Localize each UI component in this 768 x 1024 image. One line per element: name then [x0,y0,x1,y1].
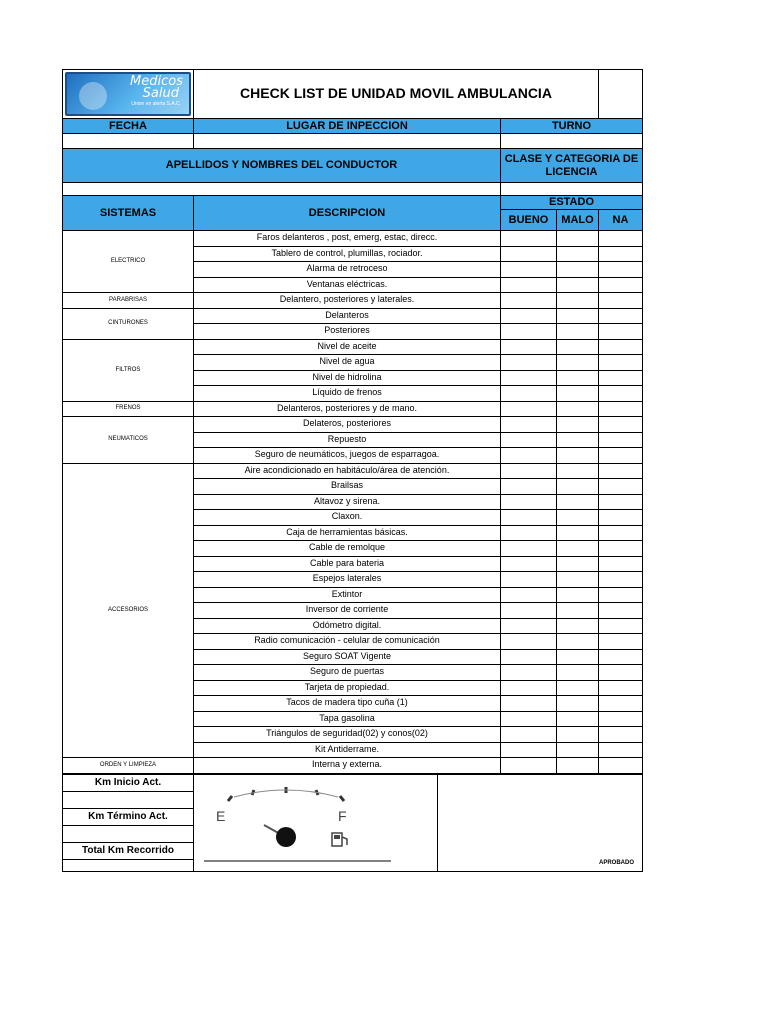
bueno-cell[interactable] [501,665,557,681]
item-description: Delateros, posteriores [194,417,501,433]
bueno-cell[interactable] [501,727,557,743]
system-label: NEUMATICOS [63,417,194,464]
na-cell[interactable] [599,262,643,278]
item-description: Interna y externa. [194,758,501,774]
bueno-cell[interactable] [501,711,557,727]
item-description: Radio comunicación - celular de comunicación [194,634,501,650]
bueno-header: BUENO [501,210,557,231]
malo-cell[interactable] [557,324,599,340]
malo-cell[interactable] [557,463,599,479]
na-cell[interactable] [599,541,643,557]
bueno-cell[interactable] [501,370,557,386]
malo-cell[interactable] [557,432,599,448]
na-cell[interactable] [599,417,643,433]
na-cell[interactable] [599,525,643,541]
item-description: Extintor [194,587,501,603]
item-description: Nivel de agua [194,355,501,371]
bueno-cell[interactable] [501,541,557,557]
bueno-cell[interactable] [501,742,557,758]
system-label: FRENOS [63,401,194,417]
descripcion-header: DESCRIPCION [194,196,501,231]
aprobado-label: APROBADO [438,774,643,871]
company-logo [65,72,191,116]
bueno-cell[interactable] [501,355,557,371]
item-description: Cable para bateria [194,556,501,572]
logo-text-3: Union en alerta S.A.C. [131,101,181,107]
malo-cell[interactable] [557,572,599,588]
km-total-label: Total Km Recorrido [63,842,194,859]
bueno-cell[interactable] [501,572,557,588]
gauge-empty-label: E [216,807,226,824]
item-description: Seguro de puertas [194,665,501,681]
item-description: Espejos laterales [194,572,501,588]
bueno-cell[interactable] [501,494,557,510]
na-cell[interactable] [599,727,643,743]
bueno-cell[interactable] [501,556,557,572]
item-description: Triángulos de seguridad(02) y conos(02) [194,727,501,743]
malo-cell[interactable] [557,510,599,526]
item-description: Seguro de neumáticos, juegos de esparragoa. [194,448,501,464]
na-cell[interactable] [599,572,643,588]
conductor-header: APELLIDOS Y NOMBRES DEL CONDUCTOR [63,149,501,183]
item-description: Alarma de retroceso [194,262,501,278]
system-label: FILTROS [63,339,194,401]
item-description: Claxon. [194,510,501,526]
fecha-input[interactable] [63,134,194,149]
lugar-header: LUGAR DE INPECCION [194,119,501,134]
km-inicio-label: Km Inicio Act. [63,774,194,791]
logo-cell [63,70,194,119]
na-cell[interactable] [599,510,643,526]
malo-cell[interactable] [557,262,599,278]
malo-cell[interactable] [557,401,599,417]
system-label: ELECTRICO [63,231,194,293]
malo-cell[interactable] [557,246,599,262]
bueno-cell[interactable] [501,417,557,433]
item-description: Faros delanteros , post, emerg, estac, direcc. [194,231,501,247]
malo-cell[interactable] [557,231,599,247]
na-cell[interactable] [599,339,643,355]
system-label: ORDEN Y LIMPIEZA [63,758,194,774]
km-inicio-input[interactable] [63,791,194,808]
malo-cell[interactable] [557,649,599,665]
item-description: Tarjeta de propiedad. [194,680,501,696]
table-row [63,231,643,247]
table-row [63,463,643,479]
item-description: Kit Antiderrame. [194,742,501,758]
malo-cell[interactable] [557,525,599,541]
na-header: NA [599,210,643,231]
page-title: CHECK LIST DE UNIDAD MOVIL AMBULANCIA [194,70,599,119]
bueno-cell[interactable] [501,401,557,417]
na-cell[interactable] [599,711,643,727]
malo-cell[interactable] [557,711,599,727]
system-label: PARABRISAS [63,293,194,309]
na-cell[interactable] [599,293,643,309]
malo-header: MALO [557,210,599,231]
bueno-cell[interactable] [501,324,557,340]
malo-cell[interactable] [557,603,599,619]
lugar-input[interactable] [194,134,501,149]
na-cell[interactable] [599,386,643,402]
malo-cell[interactable] [557,355,599,371]
bueno-cell[interactable] [501,448,557,464]
na-cell[interactable] [599,246,643,262]
fuel-gauge-cell [194,774,438,871]
na-cell[interactable] [599,370,643,386]
malo-cell[interactable] [557,541,599,557]
turno-header: TURNO [501,119,643,134]
malo-cell[interactable] [557,696,599,712]
bueno-cell[interactable] [501,603,557,619]
bueno-cell[interactable] [501,339,557,355]
malo-cell[interactable] [557,448,599,464]
na-cell[interactable] [599,618,643,634]
na-cell[interactable] [599,556,643,572]
logo-emblem [79,82,107,110]
item-description: Repuesto [194,432,501,448]
na-cell[interactable] [599,665,643,681]
bueno-cell[interactable] [501,277,557,293]
km-termino-input[interactable] [63,825,194,842]
item-description: Delanteros [194,308,501,324]
bueno-cell[interactable] [501,479,557,495]
malo-cell[interactable] [557,556,599,572]
na-cell[interactable] [599,432,643,448]
item-description: Delanteros, posteriores y de mano. [194,401,501,417]
table-row [63,401,643,417]
item-description: Líquido de frenos [194,386,501,402]
bueno-cell[interactable] [501,758,557,774]
item-description: Brailsas [194,479,501,495]
km-table [62,774,643,872]
na-cell[interactable] [599,587,643,603]
bueno-cell[interactable] [501,246,557,262]
bueno-cell[interactable] [501,262,557,278]
bueno-cell[interactable] [501,525,557,541]
bueno-cell[interactable] [501,649,557,665]
na-cell[interactable] [599,277,643,293]
na-cell[interactable] [599,448,643,464]
item-description: Altavoz y sirena. [194,494,501,510]
bueno-cell[interactable] [501,386,557,402]
bueno-cell[interactable] [501,510,557,526]
bueno-cell[interactable] [501,696,557,712]
item-description: Caja de herramientas básicas. [194,525,501,541]
km-total-input[interactable] [63,859,194,871]
item-description: Inversor de corriente [194,603,501,619]
na-cell[interactable] [599,680,643,696]
item-description: Odómetro digital. [194,618,501,634]
malo-cell[interactable] [557,634,599,650]
malo-cell[interactable] [557,277,599,293]
bueno-cell[interactable] [501,618,557,634]
na-cell[interactable] [599,324,643,340]
na-cell[interactable] [599,479,643,495]
malo-cell[interactable] [557,293,599,309]
item-description: Ventanas eléctricas. [194,277,501,293]
bueno-cell[interactable] [501,231,557,247]
bueno-cell[interactable] [501,634,557,650]
table-row [63,293,643,309]
na-cell[interactable] [599,463,643,479]
bueno-cell[interactable] [501,463,557,479]
malo-cell[interactable] [557,494,599,510]
malo-cell[interactable] [557,665,599,681]
item-description: Posteriores [194,324,501,340]
na-cell[interactable] [599,742,643,758]
na-cell[interactable] [599,649,643,665]
na-cell[interactable] [599,355,643,371]
table-row [63,308,643,324]
item-description: Tacos de madera tipo cuña (1) [194,696,501,712]
table-row [63,758,643,774]
item-description: Cable de remolque [194,541,501,557]
bueno-cell[interactable] [501,680,557,696]
logo-text-2: Salud [142,86,179,101]
bueno-cell[interactable] [501,308,557,324]
na-cell[interactable] [599,758,643,774]
malo-cell[interactable] [557,758,599,774]
sistemas-header: SISTEMAS [63,196,194,231]
table-row [63,417,643,433]
malo-cell[interactable] [557,587,599,603]
item-description: Nivel de hidrolina [194,370,501,386]
malo-cell[interactable] [557,339,599,355]
malo-cell[interactable] [557,370,599,386]
checklist-sheet [62,69,642,872]
malo-cell[interactable] [557,618,599,634]
malo-cell[interactable] [557,680,599,696]
malo-cell[interactable] [557,417,599,433]
na-cell[interactable] [599,494,643,510]
conductor-input[interactable] [63,183,501,196]
system-label: ACCESORIOS [63,463,194,758]
item-description: Nivel de aceite [194,339,501,355]
malo-cell[interactable] [557,479,599,495]
km-termino-label: Km Término Act. [63,808,194,825]
licencia-header: CLASE Y CATEGORIA DE LICENCIA [501,149,643,183]
logo-text-1: Medicos [130,74,183,89]
bueno-cell[interactable] [501,587,557,603]
na-cell[interactable] [599,634,643,650]
malo-cell[interactable] [557,742,599,758]
checklist-items [63,231,643,774]
malo-cell[interactable] [557,386,599,402]
item-description: Delantero, posteriores y laterales. [194,293,501,309]
licencia-input[interactable] [501,183,643,196]
estado-header: ESTADO [501,196,643,210]
fuel-gauge-icon [194,775,438,871]
item-description: Aire acondicionado en habitáculo/área de atención. [194,463,501,479]
malo-cell[interactable] [557,727,599,743]
system-label: CINTURONES [63,308,194,339]
gauge-full-label: F [338,807,347,824]
item-description: Tablero de control, plumillas, rociador. [194,246,501,262]
checklist-table [62,69,643,774]
na-cell[interactable] [599,401,643,417]
na-cell[interactable] [599,696,643,712]
table-row [63,339,643,355]
bueno-cell[interactable] [501,432,557,448]
na-cell[interactable] [599,603,643,619]
title-empty-cell [599,70,643,119]
na-cell[interactable] [599,308,643,324]
bueno-cell[interactable] [501,293,557,309]
turno-input[interactable] [501,134,643,149]
item-description: Seguro SOAT Vigente [194,649,501,665]
item-description: Tapa gasolina [194,711,501,727]
malo-cell[interactable] [557,308,599,324]
na-cell[interactable] [599,231,643,247]
fecha-header: FECHA [63,119,194,134]
